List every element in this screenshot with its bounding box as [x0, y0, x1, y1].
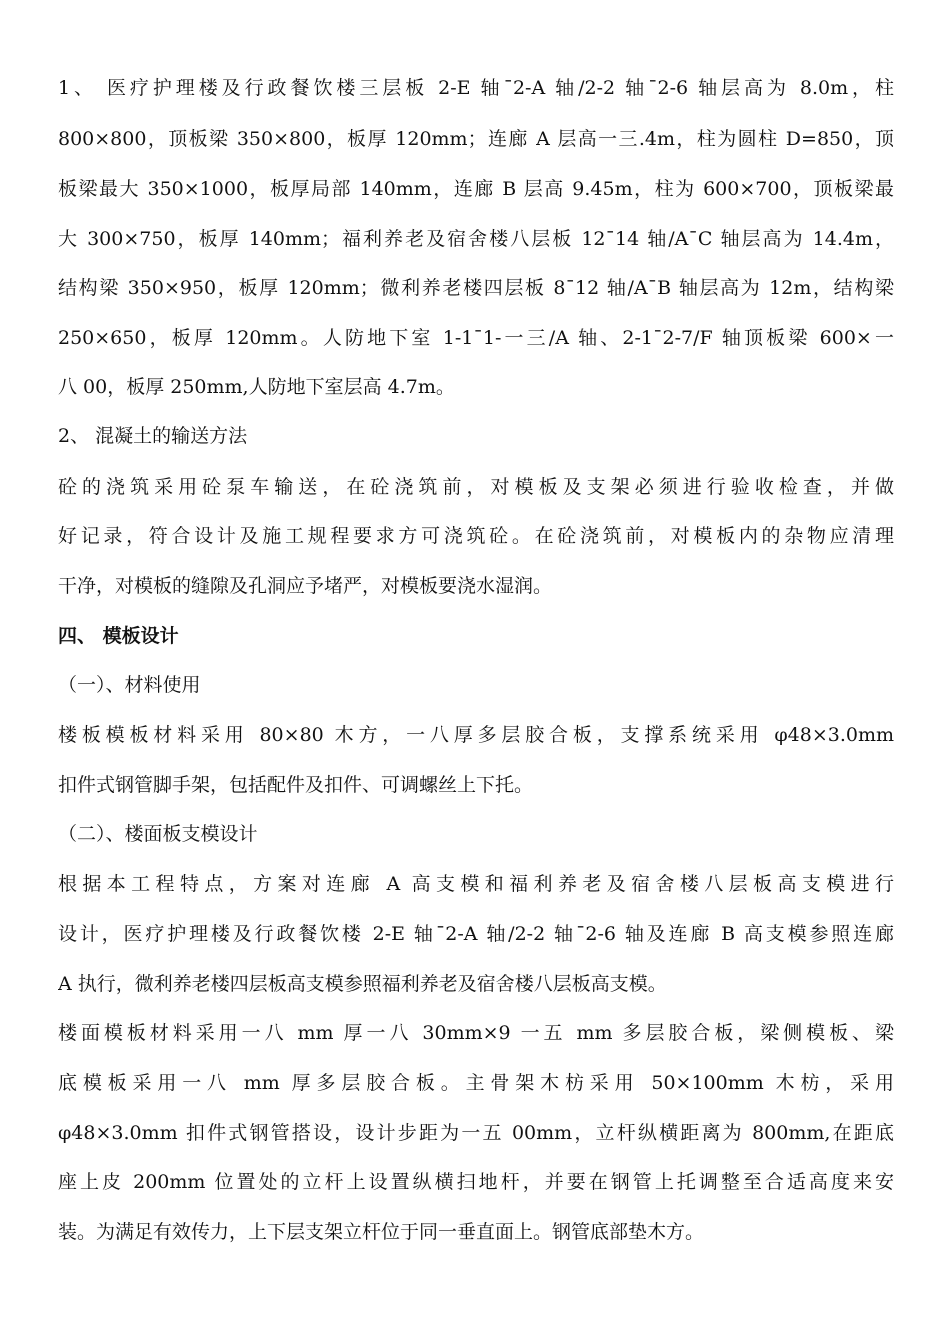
paragraph-line: 八 00，板厚 250mm,人防地下室层高 4.7m。: [58, 376, 455, 398]
paragraph-line: A 执行，微利养老楼四层板高支模参照福利养老及宿舍楼八层板高支模。: [58, 973, 667, 995]
chapter-heading: 四、 模板设计: [58, 625, 179, 647]
paragraph-line: 设计，医疗护理楼及行政餐饮楼 2-E 轴¯2-A 轴/2-2 轴¯2-6 轴及连廊 B 高支模参照连廊: [58, 923, 894, 945]
paragraph-line: φ48×3.0mm 扣件式钢管搭设，设计步距为一五 00mm，立杆纵横距离为 800mm,在距底: [58, 1122, 894, 1144]
paragraph-line: 好记录，符合设计及施工规程要求方可浇筑砼。在砼浇筑前，对模板内的杂物应清理: [58, 525, 894, 547]
paragraph-line: 结构梁 350×950，板厚 120mm；微利养老楼四层板 8¯12 轴/A¯B 轴层高为 12m，结构梁: [58, 277, 894, 299]
paragraph-line: 楼面模板材料采用一八 mm 厚一八 30mm×9 一五 mm 多层胶合板，梁侧模板、梁: [58, 1022, 894, 1044]
paragraph-line: 根据本工程特点，方案对连廊 A 高支模和福利养老及宿舍楼八层板高支模进行: [58, 873, 894, 895]
section-heading-2: 2、 混凝土的输送方法: [58, 425, 248, 447]
paragraph-line: 800×800，顶板梁 350×800，板厚 120mm；连廊 A 层高一三.4m，柱为圆柱 D=850，顶: [58, 128, 894, 150]
subsection-heading: （一）、材料使用: [58, 674, 201, 696]
paragraph-line: 1、 医疗护理楼及行政餐饮楼三层板 2-E 轴¯2-A 轴/2-2 轴¯2-6 轴层高为 8.0m，柱: [58, 77, 894, 99]
paragraph-line: 板梁最大 350×1000，板厚局部 140mm，连廊 B 层高 9.45m，柱为 600×700，顶板梁最: [58, 178, 894, 200]
paragraph-line: 装。为满足有效传力，上下层支架立杆位于同一垂直面上。钢管底部垫木方。: [58, 1221, 705, 1243]
paragraph-line: 座上皮 200mm 位置处的立杆上设置纵横扫地杆，并要在钢管上托调整至合适高度来安: [58, 1171, 894, 1193]
paragraph-line: 底模板采用一八 mm 厚多层胶合板。主骨架木枋采用 50×100mm 木枋，采用: [58, 1072, 894, 1094]
paragraph-line: 楼板模板材料采用 80×80 木方，一八厚多层胶合板，支撑系统采用 φ48×3.0mm: [58, 724, 894, 746]
paragraph-line: 干净，对模板的缝隙及孔洞应予堵严，对模板要浇水湿润。: [58, 575, 553, 597]
subsection-heading: （二）、楼面板支模设计: [58, 823, 258, 845]
paragraph-line: 大 300×750，板厚 140mm；福利养老及宿舍楼八层板 12¯14 轴/A¯C 轴层高为 14.4m，: [58, 228, 894, 250]
paragraph-line: 砼的浇筑采用砼泵车输送，在砼浇筑前，对模板及支架必须进行验收检查，并做: [58, 476, 894, 498]
paragraph-line: 扣件式钢管脚手架，包括配件及扣件、可调螺丝上下托。: [58, 774, 534, 796]
paragraph-line: 250×650，板厚 120mm。人防地下室 1-1¯1-一三/A 轴、2-1¯2-7/F 轴顶板梁 600×一: [58, 327, 894, 349]
